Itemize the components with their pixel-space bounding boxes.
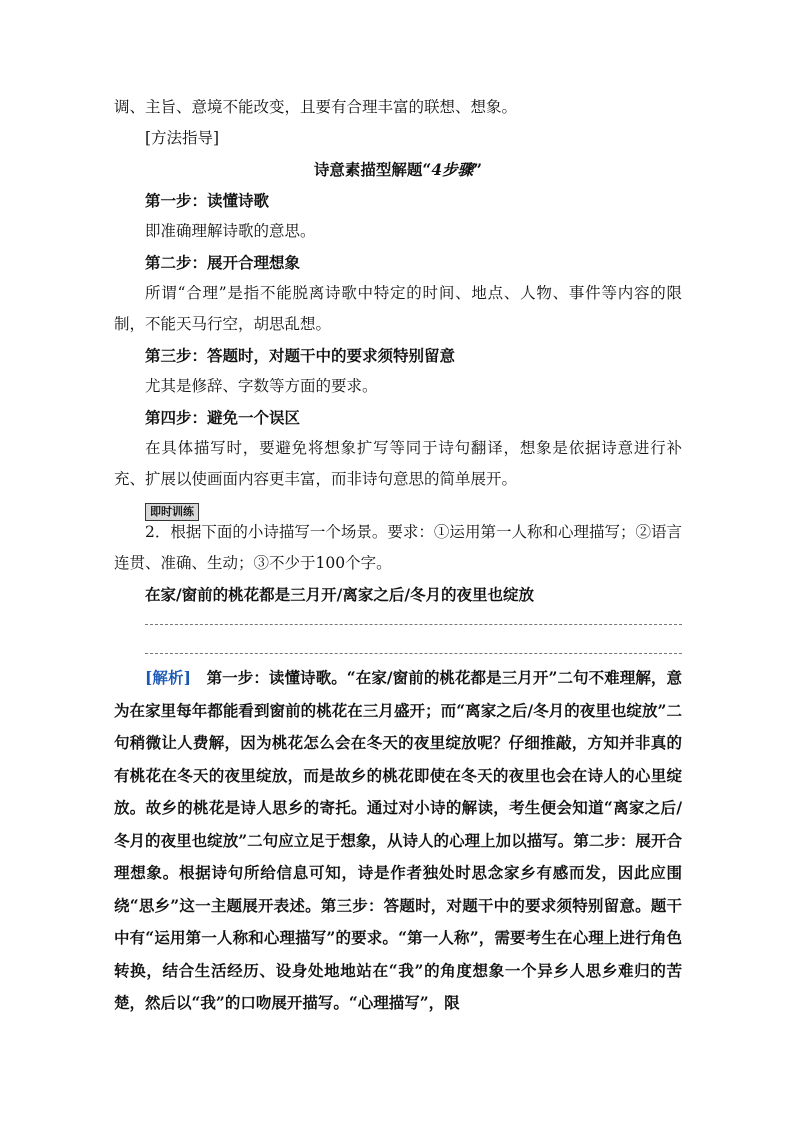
step4-body: 在具体描写时，要避免将想象扩写等同于诗句翻译，想象是依据诗意进行补充、扩展以使画面内容更丰富，而非诗句意思的简单展开。	[114, 439, 682, 488]
question-text: 2．根据下面的小诗描写一个场景。要求：①运用第一人称和心理描写；②语言连贯、准确、生动；③不少于100个字。	[114, 523, 682, 572]
document-page	[114, 92, 682, 1020]
analysis-tag: [解析]	[145, 668, 191, 687]
subtitle-close-quote: ”	[473, 160, 483, 179]
method-heading: [方法指导]	[145, 129, 220, 147]
section-subtitle	[114, 154, 682, 185]
analysis-paragraph	[114, 662, 682, 1020]
practice-tag-row	[114, 495, 682, 517]
step1-title: 第一步：读懂诗歌	[145, 191, 270, 210]
step3-body: 尤其是修辞、字数等方面的要求。	[145, 377, 378, 395]
step2-title: 第二步：展开合理想象	[145, 253, 301, 272]
step4-title: 第四步：避免一个误区	[145, 408, 301, 427]
answer-line-2[interactable]	[145, 639, 682, 654]
step1-body: 即准确理解诗歌的意思。	[145, 222, 316, 240]
subtitle-text: 诗意素描型解题“	[313, 160, 432, 179]
practice-tag: 即时训练	[145, 503, 199, 521]
step3-title: 第三步：答题时，对题干中的要求须特别留意	[145, 346, 456, 365]
question-poem: 在家/窗前的桃花都是三月开/离家之后/冬月的夜里也绽放	[145, 585, 534, 604]
step2-body: 所谓“合理”是指不能脱离诗歌中特定的时间、地点、人物、事件等内容的限制，不能天马行空，胡思乱想。	[114, 284, 682, 333]
continued-paragraph: 调、主旨、意境不能改变，且要有合理丰富的联想、想象。	[114, 98, 518, 116]
analysis-body: 第一步：读懂诗歌。“在家/窗前的桃花都是三月开”二句不难理解，意为在家里每年都能看到窗前的桃花在三月盛开；而“离家之后/冬月的夜里也绽放”二句稍微让人费解，因为桃花怎么会在冬天的夜里绽放呢？仔细推敲，方知并非真的有桃花在冬天的夜里绽放，而是故乡的桃花即使在冬天的夜里也会在诗人的心里绽放。故乡的桃花是诗人思乡的寄托。通过对小诗的解读，考生便会知道“离家之后/冬月的夜里也绽放”二句应立足于想象，从诗人的心理上加以描写。第二步：展开合理想象。根据诗句所给信息可知，诗是作者独处时思念家乡有感而发，因此应围绕“思乡”这一主题展开表述。第三步：答题时，对题干中的要求须特别留意。题干中有“运用第一人称和心理描写”的要求。“第一人称”，需要考生在心理上进行角色转换，结合生活经历、设身处地地站在“我”的角度想象一个异乡人思乡难归的苦楚，然后以“我”的口吻展开描写。“心理描写”，限	[114, 668, 682, 1012]
subtitle-emphasis: 4步骤	[431, 160, 474, 179]
answer-line-1[interactable]	[145, 610, 682, 625]
